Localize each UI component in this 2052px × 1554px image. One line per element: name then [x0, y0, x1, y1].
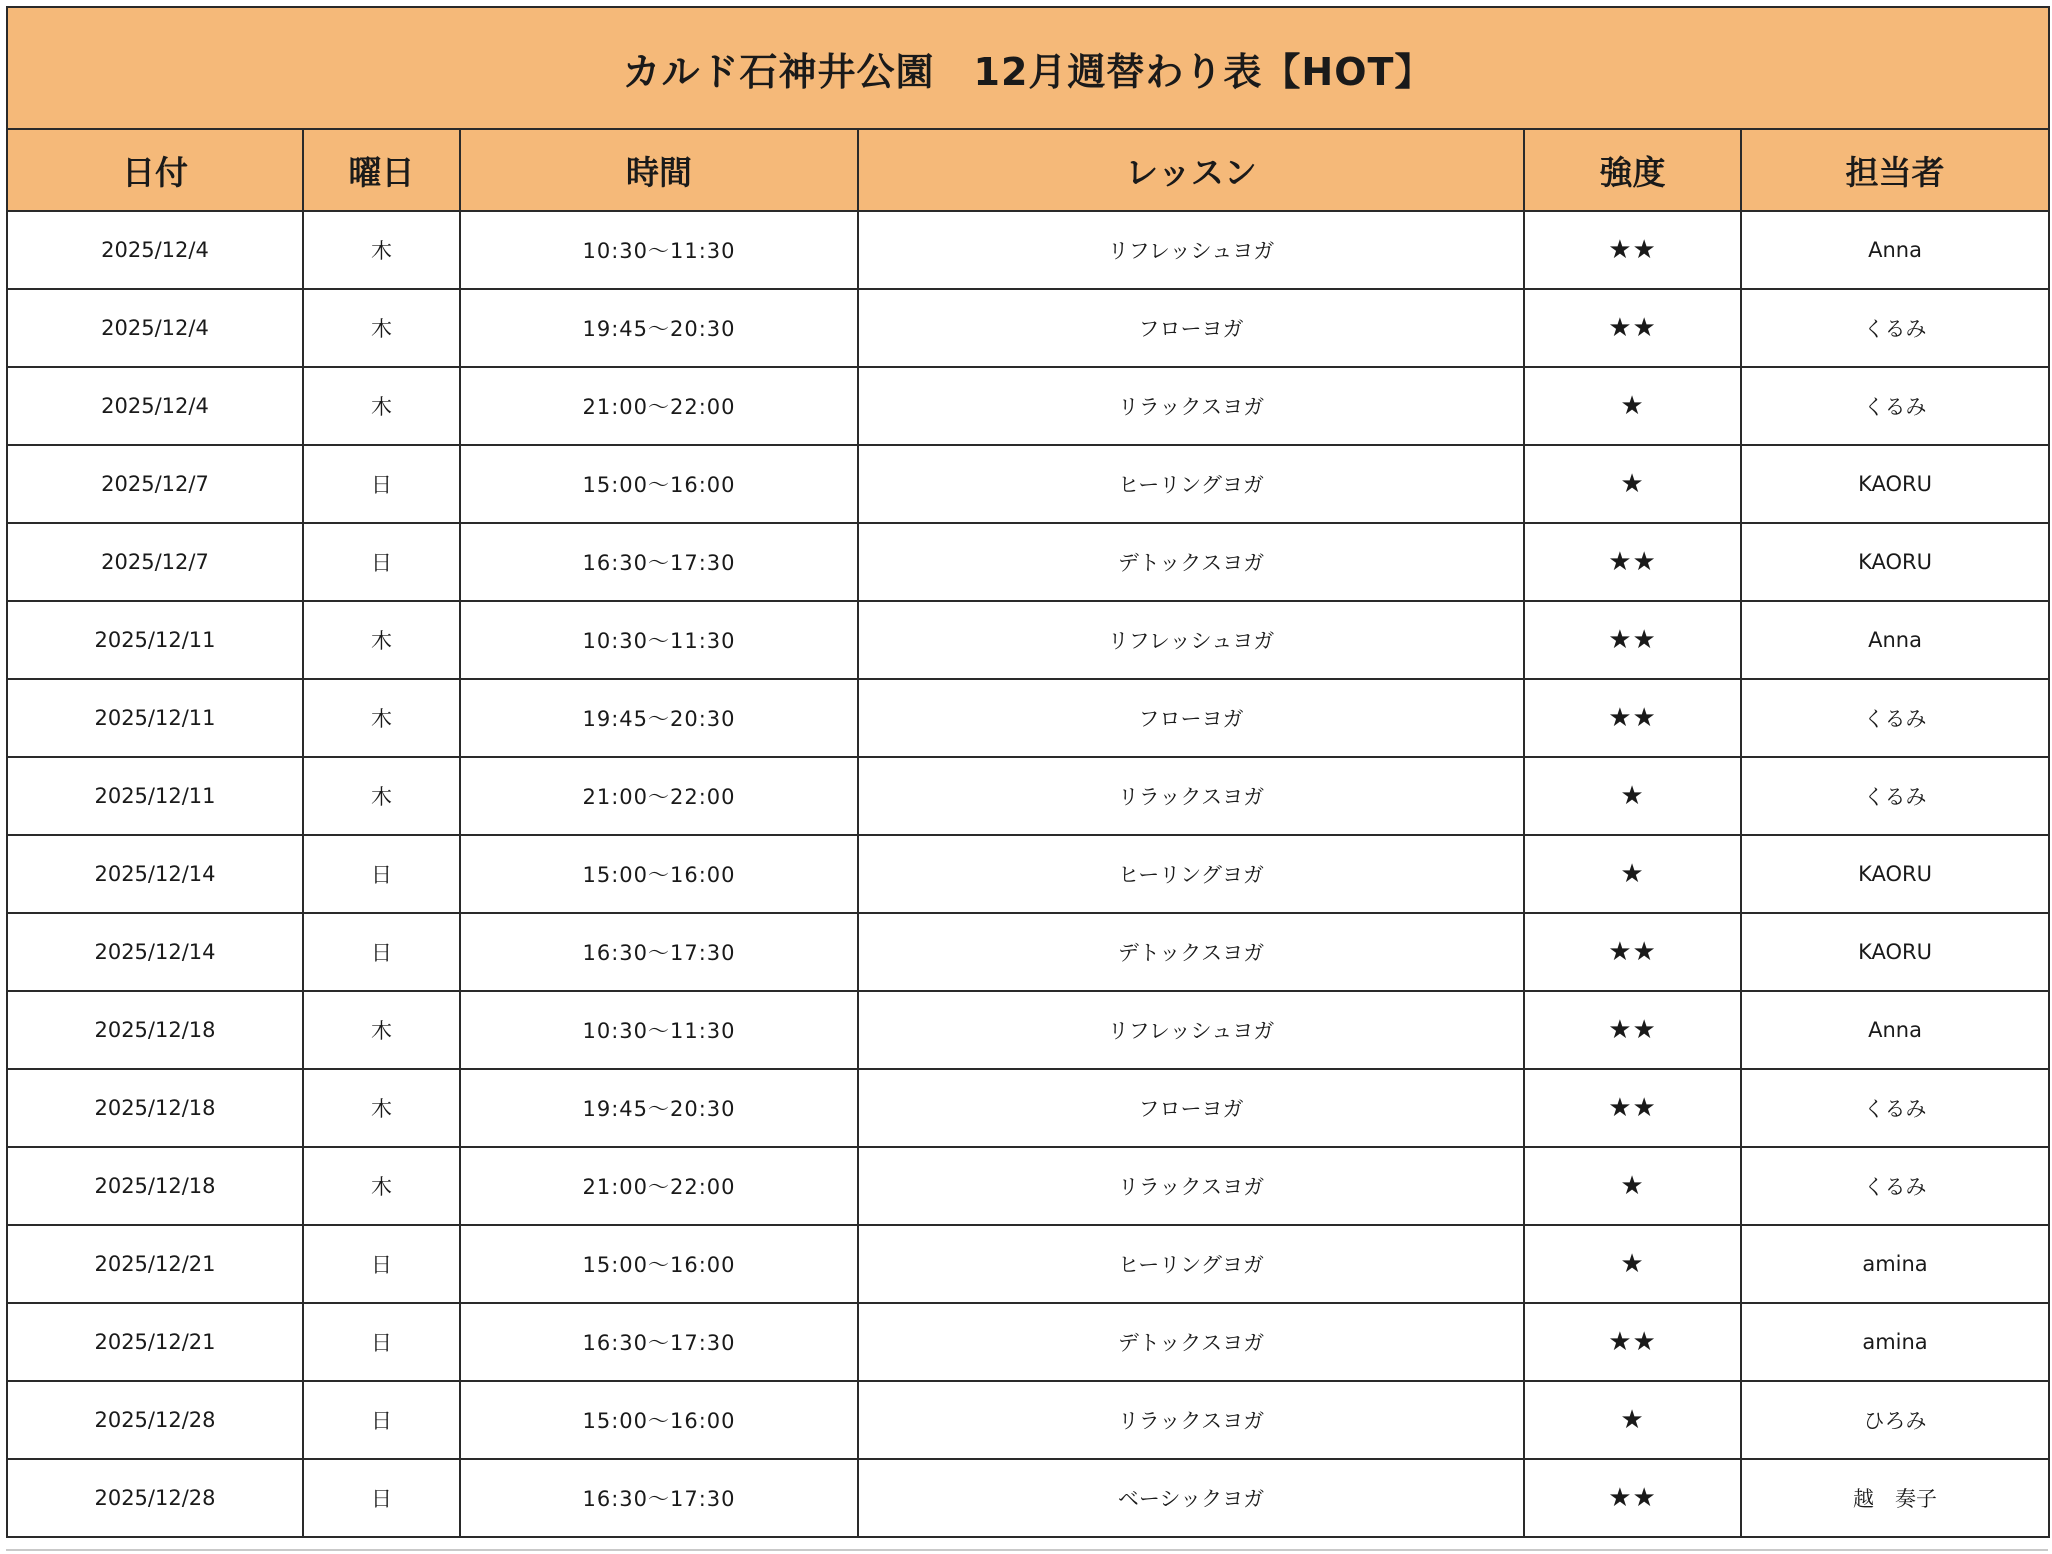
table-row [7, 289, 2049, 367]
table-row [7, 211, 2049, 289]
weekday-cell: 日 [303, 1303, 460, 1381]
instructor-cell: くるみ [1741, 757, 2049, 835]
time-cell: 16:30〜17:30 [460, 1303, 858, 1381]
intensity-cell: ★★ [1524, 1069, 1741, 1147]
time-cell: 16:30〜17:30 [460, 523, 858, 601]
time-cell: 19:45〜20:30 [460, 289, 858, 367]
lesson-cell: リラックスヨガ [858, 367, 1524, 445]
weekday-cell: 木 [303, 289, 460, 367]
lesson-cell: フローヨガ [858, 289, 1524, 367]
title-row [7, 7, 2049, 129]
instructor-cell: 越 奏子 [1741, 1459, 2049, 1537]
table-row [7, 1069, 2049, 1147]
lesson-cell: ヒーリングヨガ [858, 1225, 1524, 1303]
lesson-cell: リラックスヨガ [858, 1147, 1524, 1225]
lesson-cell: リフレッシュヨガ [858, 991, 1524, 1069]
table-row [7, 1225, 2049, 1303]
time-cell: 21:00〜22:00 [460, 1147, 858, 1225]
weekday-cell: 木 [303, 1147, 460, 1225]
intensity-cell: ★★ [1524, 913, 1741, 991]
column-header-time: 時間 [460, 129, 858, 211]
weekday-cell: 日 [303, 1381, 460, 1459]
table-row [7, 913, 2049, 991]
date-cell: 2025/12/14 [7, 835, 303, 913]
intensity-cell: ★★ [1524, 1303, 1741, 1381]
weekday-cell: 日 [303, 913, 460, 991]
instructor-cell: ひろみ [1741, 1381, 2049, 1459]
column-header-intensity: 強度 [1524, 129, 1741, 211]
date-cell: 2025/12/4 [7, 367, 303, 445]
instructor-cell: くるみ [1741, 679, 2049, 757]
instructor-cell: amina [1741, 1225, 2049, 1303]
instructor-cell: KAORU [1741, 523, 2049, 601]
column-header-date: 日付 [7, 129, 303, 211]
lesson-cell: フローヨガ [858, 679, 1524, 757]
time-cell: 10:30〜11:30 [460, 991, 858, 1069]
lesson-cell: リフレッシュヨガ [858, 601, 1524, 679]
table-row [7, 601, 2049, 679]
lesson-cell: フローヨガ [858, 1069, 1524, 1147]
table-row [7, 679, 2049, 757]
instructor-cell: KAORU [1741, 835, 2049, 913]
time-cell: 16:30〜17:30 [460, 913, 858, 991]
date-cell: 2025/12/28 [7, 1381, 303, 1459]
weekday-cell: 日 [303, 445, 460, 523]
intensity-cell: ★★ [1524, 1459, 1741, 1537]
instructor-cell: KAORU [1741, 445, 2049, 523]
intensity-cell: ★ [1524, 757, 1741, 835]
instructor-cell: KAORU [1741, 913, 2049, 991]
table-row [7, 991, 2049, 1069]
time-cell: 10:30〜11:30 [460, 211, 858, 289]
time-cell: 15:00〜16:00 [460, 1381, 858, 1459]
time-cell: 21:00〜22:00 [460, 757, 858, 835]
weekday-cell: 木 [303, 367, 460, 445]
date-cell: 2025/12/11 [7, 601, 303, 679]
lesson-cell: デトックスヨガ [858, 913, 1524, 991]
lesson-cell: リラックスヨガ [858, 1381, 1524, 1459]
weekday-cell: 木 [303, 757, 460, 835]
intensity-cell: ★★ [1524, 523, 1741, 601]
intensity-cell: ★ [1524, 1381, 1741, 1459]
lesson-cell: デトックスヨガ [858, 1303, 1524, 1381]
date-cell: 2025/12/28 [7, 1459, 303, 1537]
date-cell: 2025/12/7 [7, 445, 303, 523]
instructor-cell: Anna [1741, 211, 2049, 289]
date-cell: 2025/12/4 [7, 211, 303, 289]
intensity-cell: ★★ [1524, 601, 1741, 679]
date-cell: 2025/12/11 [7, 679, 303, 757]
intensity-cell: ★★ [1524, 211, 1741, 289]
weekday-cell: 木 [303, 211, 460, 289]
intensity-cell: ★ [1524, 367, 1741, 445]
intensity-cell: ★ [1524, 445, 1741, 523]
instructor-cell: くるみ [1741, 1147, 2049, 1225]
instructor-cell: くるみ [1741, 1069, 2049, 1147]
weekday-cell: 木 [303, 991, 460, 1069]
column-header-instructor: 担当者 [1741, 129, 2049, 211]
lesson-cell: デトックスヨガ [858, 523, 1524, 601]
time-cell: 15:00〜16:00 [460, 835, 858, 913]
sheet-bottom-divider [6, 1549, 2048, 1551]
time-cell: 19:45〜20:30 [460, 679, 858, 757]
date-cell: 2025/12/14 [7, 913, 303, 991]
lesson-cell: ベーシックヨガ [858, 1459, 1524, 1537]
lesson-cell: ヒーリングヨガ [858, 835, 1524, 913]
intensity-cell: ★★ [1524, 679, 1741, 757]
table-row [7, 835, 2049, 913]
instructor-cell: amina [1741, 1303, 2049, 1381]
table-row [7, 757, 2049, 835]
date-cell: 2025/12/18 [7, 1147, 303, 1225]
intensity-cell: ★ [1524, 1225, 1741, 1303]
schedule-table [6, 6, 2050, 1538]
time-cell: 21:00〜22:00 [460, 367, 858, 445]
time-cell: 15:00〜16:00 [460, 445, 858, 523]
weekday-cell: 木 [303, 679, 460, 757]
table-row [7, 1459, 2049, 1537]
table-row [7, 367, 2049, 445]
lesson-cell: ヒーリングヨガ [858, 445, 1524, 523]
page-title: カルド石神井公園 12月週替わり表【HOT】 [7, 7, 2049, 129]
weekday-cell: 日 [303, 835, 460, 913]
date-cell: 2025/12/18 [7, 991, 303, 1069]
lesson-cell: リラックスヨガ [858, 757, 1524, 835]
table-row [7, 523, 2049, 601]
weekday-cell: 木 [303, 601, 460, 679]
column-header-weekday: 曜日 [303, 129, 460, 211]
column-header-row [7, 129, 2049, 211]
intensity-cell: ★ [1524, 835, 1741, 913]
intensity-cell: ★★ [1524, 289, 1741, 367]
date-cell: 2025/12/21 [7, 1303, 303, 1381]
weekday-cell: 日 [303, 1225, 460, 1303]
table-row [7, 1381, 2049, 1459]
table-row [7, 1303, 2049, 1381]
lesson-cell: リフレッシュヨガ [858, 211, 1524, 289]
weekday-cell: 日 [303, 1459, 460, 1537]
instructor-cell: Anna [1741, 991, 2049, 1069]
instructor-cell: くるみ [1741, 289, 2049, 367]
weekday-cell: 木 [303, 1069, 460, 1147]
date-cell: 2025/12/11 [7, 757, 303, 835]
table-row [7, 445, 2049, 523]
weekday-cell: 日 [303, 523, 460, 601]
instructor-cell: くるみ [1741, 367, 2049, 445]
column-header-lesson: レッスン [858, 129, 1524, 211]
date-cell: 2025/12/7 [7, 523, 303, 601]
intensity-cell: ★ [1524, 1147, 1741, 1225]
date-cell: 2025/12/21 [7, 1225, 303, 1303]
instructor-cell: Anna [1741, 601, 2049, 679]
time-cell: 10:30〜11:30 [460, 601, 858, 679]
table-row [7, 1147, 2049, 1225]
date-cell: 2025/12/18 [7, 1069, 303, 1147]
date-cell: 2025/12/4 [7, 289, 303, 367]
time-cell: 15:00〜16:00 [460, 1225, 858, 1303]
intensity-cell: ★★ [1524, 991, 1741, 1069]
time-cell: 19:45〜20:30 [460, 1069, 858, 1147]
time-cell: 16:30〜17:30 [460, 1459, 858, 1537]
